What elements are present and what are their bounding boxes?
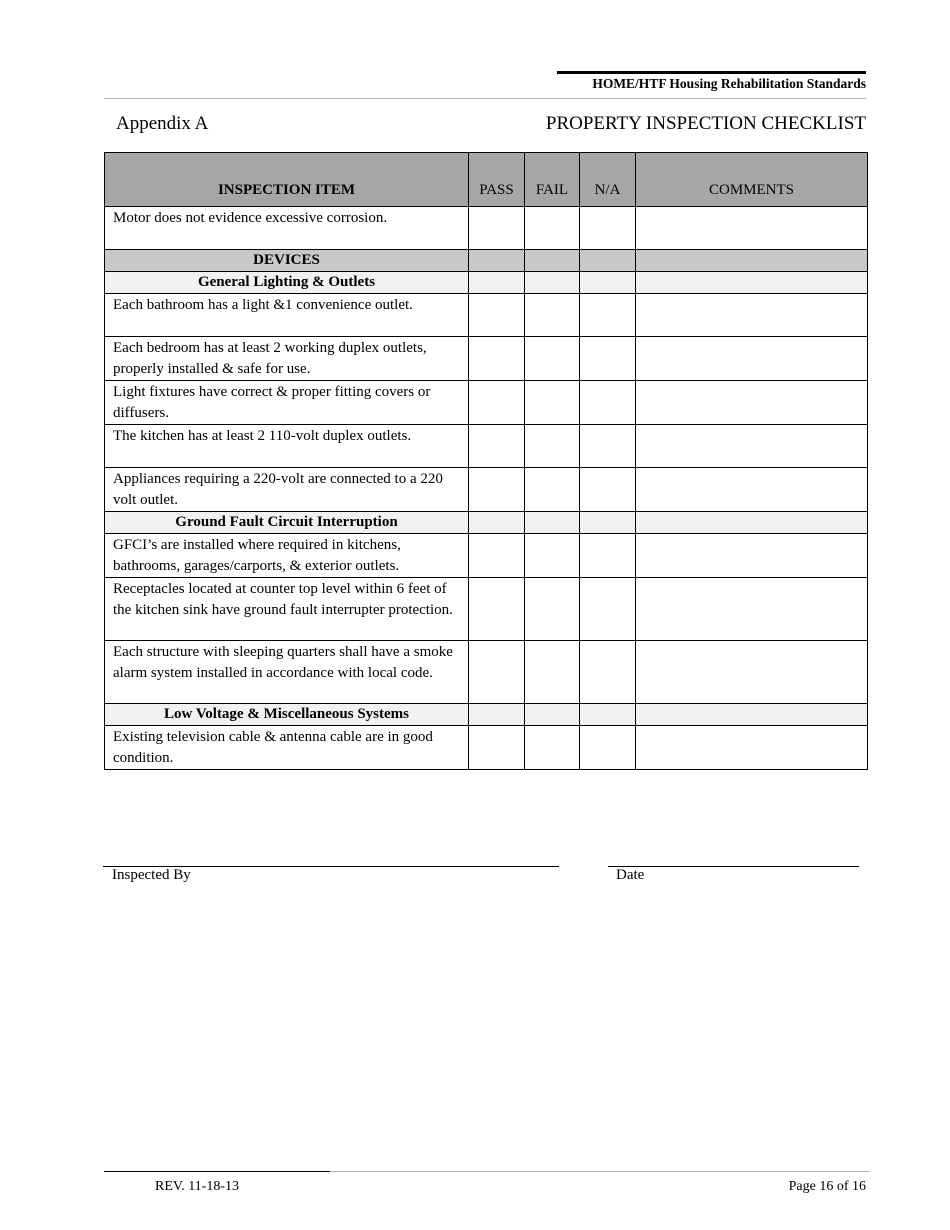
na-cell[interactable] [580,207,636,250]
inspection-item-text: GFCI’s are installed where required in kitchens, bathrooms, garages/carports, & exterior outlets. [105,534,469,578]
fail-cell[interactable] [525,641,580,704]
page-title: PROPERTY INSPECTION CHECKLIST [545,113,866,134]
section-heading: DEVICES [105,250,469,272]
pass-cell[interactable] [469,207,525,250]
table-body [105,207,868,770]
comments-cell [636,250,868,272]
column-header-na: N/A [580,153,636,207]
pass-cell[interactable] [469,294,525,337]
pass-cell [469,704,525,726]
header-rule-bold [557,71,866,74]
fail-cell[interactable] [525,337,580,381]
comments-cell[interactable] [636,337,868,381]
table-row [105,207,868,250]
table-row [105,468,868,512]
comments-cell[interactable] [636,294,868,337]
comments-cell [636,704,868,726]
pass-cell [469,250,525,272]
section-heading-row [105,250,868,272]
inspection-item-text: Motor does not evidence excessive corrosion. [105,207,469,250]
column-header-inspection-item: INSPECTION ITEM [105,153,469,207]
table-row [105,726,868,770]
comments-cell[interactable] [636,534,868,578]
pass-cell [469,512,525,534]
page-number: Page 16 of 16 [788,1179,866,1194]
fail-cell[interactable] [525,468,580,512]
table-row [105,534,868,578]
pass-cell[interactable] [469,468,525,512]
subsection-heading-row [105,272,868,294]
table-row [105,294,868,337]
footer-rule-accent [104,1171,330,1172]
comments-cell[interactable] [636,468,868,512]
pass-cell[interactable] [469,337,525,381]
fail-cell[interactable] [525,726,580,770]
table-row [105,578,868,641]
inspection-item-text: Existing television cable & antenna cable are in good condition. [105,726,469,770]
subsection-heading-row [105,704,868,726]
na-cell [580,250,636,272]
fail-cell[interactable] [525,207,580,250]
fail-cell[interactable] [525,534,580,578]
date-label: Date [616,867,645,883]
fail-cell [525,272,580,294]
table-row [105,337,868,381]
pass-cell[interactable] [469,425,525,468]
pass-cell[interactable] [469,578,525,641]
na-cell[interactable] [580,578,636,641]
pass-cell[interactable] [469,641,525,704]
pass-cell[interactable] [469,726,525,770]
na-cell[interactable] [580,468,636,512]
na-cell[interactable] [580,294,636,337]
fail-cell[interactable] [525,381,580,425]
inspected-by-label: Inspected By [112,867,191,883]
table-header-row [105,153,868,207]
na-cell [580,704,636,726]
na-cell[interactable] [580,726,636,770]
header-rule [104,98,866,99]
table-row [105,381,868,425]
table-row [105,641,868,704]
table-row [105,425,868,468]
fail-cell[interactable] [525,578,580,641]
fail-cell [525,704,580,726]
na-cell[interactable] [580,381,636,425]
revision-label: REV. 11-18-13 [155,1179,239,1194]
comments-cell[interactable] [636,207,868,250]
na-cell[interactable] [580,641,636,704]
inspection-item-text: Light fixtures have correct & proper fitting covers or diffusers. [105,381,469,425]
comments-cell [636,512,868,534]
fail-cell [525,250,580,272]
pass-cell[interactable] [469,534,525,578]
comments-cell [636,272,868,294]
comments-cell[interactable] [636,641,868,704]
comments-cell[interactable] [636,425,868,468]
running-header-title: HOME/HTF Housing Rehabilitation Standards [592,76,866,91]
na-cell[interactable] [580,425,636,468]
appendix-label: Appendix A [116,113,209,134]
na-cell [580,512,636,534]
na-cell[interactable] [580,337,636,381]
subsection-heading: Ground Fault Circuit Interruption [105,512,469,534]
subsection-heading: General Lighting & Outlets [105,272,469,294]
comments-cell[interactable] [636,381,868,425]
column-header-fail: FAIL [525,153,580,207]
inspection-item-text: Receptacles located at counter top level within 6 feet of the kitchen sink have ground fault interrupter protection. [105,578,469,641]
fail-cell[interactable] [525,425,580,468]
inspection-item-text: Each bathroom has a light &1 convenience outlet. [105,294,469,337]
inspection-item-text: Appliances requiring a 220-volt are connected to a 220 volt outlet. [105,468,469,512]
inspection-item-text: The kitchen has at least 2 110-volt duplex outlets. [105,425,469,468]
fail-cell [525,512,580,534]
inspection-item-text: Each bedroom has at least 2 working duplex outlets, properly installed & safe for use. [105,337,469,381]
column-header-comments: COMMENTS [636,153,868,207]
comments-cell[interactable] [636,578,868,641]
column-header-pass: PASS [469,153,525,207]
fail-cell[interactable] [525,294,580,337]
subsection-heading: Low Voltage & Miscellaneous Systems [105,704,469,726]
pass-cell [469,272,525,294]
inspection-checklist-table [104,152,868,770]
subsection-heading-row [105,512,868,534]
na-cell[interactable] [580,534,636,578]
pass-cell[interactable] [469,381,525,425]
na-cell [580,272,636,294]
comments-cell[interactable] [636,726,868,770]
inspection-item-text: Each structure with sleeping quarters shall have a smoke alarm system installed in accordance with local code. [105,641,469,704]
date-signature-line[interactable] [608,866,859,867]
